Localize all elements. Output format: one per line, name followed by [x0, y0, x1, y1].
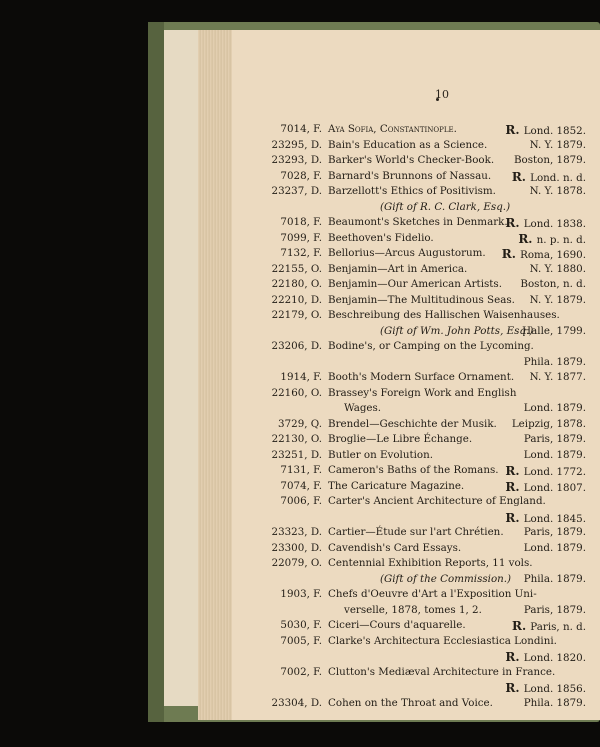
place-year: N. Y. 1877. — [529, 371, 586, 383]
publication-info — [502, 247, 586, 261]
entry-title: (Gift of the Commission.) — [380, 572, 512, 585]
entry-title: Beethoven's Fidelio. — [328, 231, 434, 244]
call-number: 7132, F. — [280, 247, 322, 259]
page-edges — [198, 30, 235, 720]
call-number: 22210, D. — [271, 293, 322, 306]
reference-mark: R. — [505, 650, 524, 664]
catalog-entry — [260, 449, 590, 465]
publication-info — [530, 139, 586, 151]
reference-mark: R. — [511, 619, 531, 633]
catalog-entry — [260, 650, 590, 666]
place-year: Paris, 1879. — [523, 603, 586, 616]
publication-info — [524, 573, 586, 585]
publication-info — [505, 216, 586, 230]
catalog-entry — [260, 619, 590, 635]
call-number: 7002, F. — [280, 665, 322, 678]
catalog-entry — [260, 557, 590, 573]
call-number: 7006, F. — [280, 495, 322, 507]
call-number: 22180, O. — [271, 278, 322, 290]
entry-title: Barzellott's Ethics of Positivism. — [328, 185, 496, 197]
entry-title: (Gift of Wm. John Potts, Esq.) — [380, 324, 534, 337]
publication-info — [524, 433, 586, 445]
entry-title: Ciceri—Cours d'aquarelle. — [328, 619, 466, 631]
publication-info — [524, 604, 586, 616]
catalog-entry — [260, 247, 590, 263]
place-year: Lond. 1879. — [523, 541, 586, 554]
catalog-entry — [260, 511, 590, 527]
publication-info — [530, 263, 586, 275]
catalog-entries — [260, 123, 590, 712]
call-number: 3729, Q. — [278, 417, 322, 430]
publication-info — [524, 526, 586, 538]
call-number: 23323, D. — [271, 526, 322, 538]
place-year: Lond. 1879. — [523, 448, 586, 461]
publication-info — [512, 170, 586, 184]
call-number: 7131, F. — [280, 464, 322, 476]
publication-info — [530, 185, 586, 197]
call-number: 22155, O. — [271, 262, 322, 275]
publication-info — [505, 681, 586, 695]
call-number: 22179, O. — [271, 309, 322, 321]
entry-title: Aya Sofia, Constantinople. — [328, 123, 457, 135]
catalog-entry — [260, 387, 590, 403]
entry-title: Cartier—Étude sur l'art Chrétien. — [328, 526, 504, 538]
place-year: Paris, 1879. — [523, 433, 586, 445]
publication-info — [518, 232, 586, 246]
catalog-entry — [260, 666, 590, 682]
entry-title: Cameron's Baths of the Romans. — [328, 464, 499, 476]
reference-mark: R. — [505, 681, 524, 695]
place-year: Roma, 1690. — [520, 249, 586, 261]
call-number: 1914, F. — [280, 371, 322, 383]
place-year: Leipzig, 1878. — [511, 417, 586, 430]
book-spine-edge — [148, 22, 164, 722]
reference-mark: R. — [505, 216, 524, 230]
catalog-entry — [260, 433, 590, 449]
call-number: 23206, D. — [271, 340, 322, 352]
call-number: 22079, O. — [271, 557, 322, 569]
entry-title: Clarke's Architectura Ecclesiastica Londini. — [328, 634, 557, 647]
catalog-entry — [260, 309, 590, 325]
place-year: Phila. 1879. — [523, 572, 586, 585]
entry-title: Benjamin—Our American Artists. — [328, 278, 502, 290]
call-number: 7005, F. — [280, 634, 322, 647]
place-year: Halle, 1799. — [522, 324, 586, 337]
call-number: 23251, D. — [271, 448, 322, 461]
publication-info — [505, 511, 586, 525]
entry-title: Broglie—Le Libre Échange. — [328, 433, 473, 445]
catalog-entry — [260, 635, 590, 651]
call-number: 22130, O. — [271, 433, 322, 445]
catalog-entry — [260, 123, 590, 139]
place-year: Lond. 1838. — [523, 218, 586, 230]
catalog-entry — [260, 325, 590, 341]
entry-title: The Caricature Magazine. — [328, 479, 465, 492]
entry-title: Barker's World's Checker-Book. — [328, 154, 495, 166]
publication-info — [520, 278, 586, 290]
call-number: 23304, D. — [271, 696, 322, 709]
entry-title: Carter's Ancient Architecture of England. — [328, 495, 546, 507]
reference-mark: R. — [505, 510, 524, 525]
catalog-entry — [260, 170, 590, 186]
publication-info — [514, 154, 586, 166]
entry-title: Beaumont's Sketches in Denmark. — [328, 216, 508, 228]
entry-title: Butler on Evolution. — [328, 448, 434, 461]
entry-title: Chefs d'Oeuvre d'Art a l'Exposition Uni- — [328, 588, 537, 600]
catalog-entry — [260, 480, 590, 496]
entry-title: Brendel—Geschichte der Musik. — [328, 417, 497, 430]
entry-title: Bellorius—Arcus Augustorum. — [328, 247, 486, 259]
entry-title: Benjamin—Art in America. — [328, 262, 468, 275]
reference-mark: R. — [501, 247, 521, 261]
entry-title: Centennial Exhibition Reports, 11 vols. — [328, 557, 533, 569]
entry-title: Clutton's Mediæval Architecture in France. — [328, 665, 556, 678]
entry-title: Bodine's, or Camping on the Lycoming. — [328, 340, 534, 352]
publication-info — [530, 371, 586, 383]
publication-info — [505, 650, 586, 664]
reference-mark: R. — [505, 123, 524, 137]
publication-info — [512, 619, 586, 633]
call-number: 7014, F. — [280, 123, 322, 135]
catalog-entry — [260, 185, 590, 201]
entry-title: Bain's Education as a Science. — [328, 138, 488, 151]
call-number: 7018, F. — [280, 216, 322, 228]
publication-info — [524, 356, 586, 368]
entry-title: Wages. — [344, 402, 382, 414]
entry-title: Cohen on the Throat and Voice. — [328, 696, 493, 709]
place-year: Boston, n. d. — [520, 278, 586, 290]
reference-mark: R. — [505, 479, 524, 494]
entry-title: verselle, 1878, tomes 1, 2. — [344, 603, 482, 616]
place-year: Boston, 1879. — [513, 154, 586, 166]
catalog-entry — [260, 402, 590, 418]
entry-title: Booth's Modern Surface Ornament. — [328, 371, 515, 383]
catalog-entry — [260, 464, 590, 480]
publication-info — [505, 464, 586, 478]
reference-mark: R. — [505, 464, 524, 478]
entry-title: Beschreibung des Hallischen Waisenhauses. — [328, 309, 560, 321]
call-number: 22160, O. — [271, 386, 322, 399]
call-number: 7074, F. — [280, 479, 322, 492]
place-year: Phila. 1879. — [523, 355, 586, 368]
call-number: 1903, F. — [280, 588, 322, 600]
place-year: Lond. 1820. — [523, 652, 586, 664]
entry-title: (Gift of R. C. Clark, Esq.) — [380, 200, 511, 213]
catalog-entry — [260, 681, 590, 697]
catalog-entry — [260, 418, 590, 434]
place-year: Lond. n. d. — [530, 171, 586, 184]
catalog-entry — [260, 526, 590, 542]
publication-info — [524, 449, 586, 461]
reference-mark: R. — [518, 231, 537, 246]
catalog-entry — [260, 201, 590, 217]
catalog-entry — [260, 232, 590, 248]
call-number: 5030, F. — [280, 619, 322, 631]
place-year: Paris, n. d. — [530, 621, 586, 633]
call-number: 23237, D. — [271, 185, 322, 197]
catalog-entry — [260, 604, 590, 620]
place-year: Lond. 1807. — [523, 481, 586, 494]
catalog-entry — [260, 278, 590, 294]
place-year: Lond. 1772. — [523, 466, 586, 478]
call-number: 23293, D. — [271, 154, 322, 166]
place-year: N. Y. 1878. — [529, 185, 586, 197]
catalog-entry — [260, 371, 590, 387]
entry-title: Brassey's Foreign Work and English — [328, 386, 517, 399]
entry-title: Cavendish's Card Essays. — [328, 541, 462, 554]
place-year: Lond. 1845. — [523, 512, 586, 525]
catalog-entry — [260, 294, 590, 310]
place-year: N. Y. 1879. — [529, 138, 586, 151]
place-year: Phila. 1879. — [523, 696, 586, 709]
catalog-entry — [260, 697, 590, 713]
catalog-entry — [260, 588, 590, 604]
publication-info — [524, 542, 586, 554]
entry-title: Benjamin—The Multitudinous Seas. — [328, 293, 515, 306]
catalog-entry — [260, 542, 590, 558]
publication-info — [505, 123, 586, 137]
place-year: Lond. 1852. — [523, 125, 586, 137]
place-year: N. Y. 1880. — [529, 262, 586, 275]
publication-info — [512, 418, 586, 430]
catalog-entry — [260, 139, 590, 155]
call-number: 23295, D. — [271, 138, 322, 151]
catalog-entry — [260, 573, 590, 589]
catalog-entry — [260, 263, 590, 279]
place-year: Paris, 1879. — [523, 526, 586, 538]
call-number: 7099, F. — [280, 231, 322, 244]
place-year: Lond. 1879. — [523, 402, 586, 414]
place-year: Lond. 1856. — [523, 683, 586, 695]
publication-info — [530, 294, 586, 306]
publication-info — [524, 697, 586, 709]
catalog-entry — [260, 495, 590, 511]
publication-info — [505, 480, 586, 494]
catalog-entry — [260, 340, 590, 356]
publication-info — [524, 402, 586, 414]
call-number: 7028, F. — [280, 169, 322, 182]
reference-mark: R. — [511, 169, 531, 184]
catalog-entry — [260, 216, 590, 232]
place-year: N. Y. 1879. — [529, 293, 586, 306]
publication-info — [522, 325, 586, 337]
call-number: 23300, D. — [271, 541, 322, 554]
page-number: 10 — [435, 88, 449, 101]
endpaper — [164, 30, 200, 706]
entry-title: Barnard's Brunnons of Nassau. — [328, 169, 492, 182]
place-year: n. p. n. d. — [536, 233, 586, 246]
catalog-entry — [260, 154, 590, 170]
catalog-entry — [260, 356, 590, 372]
